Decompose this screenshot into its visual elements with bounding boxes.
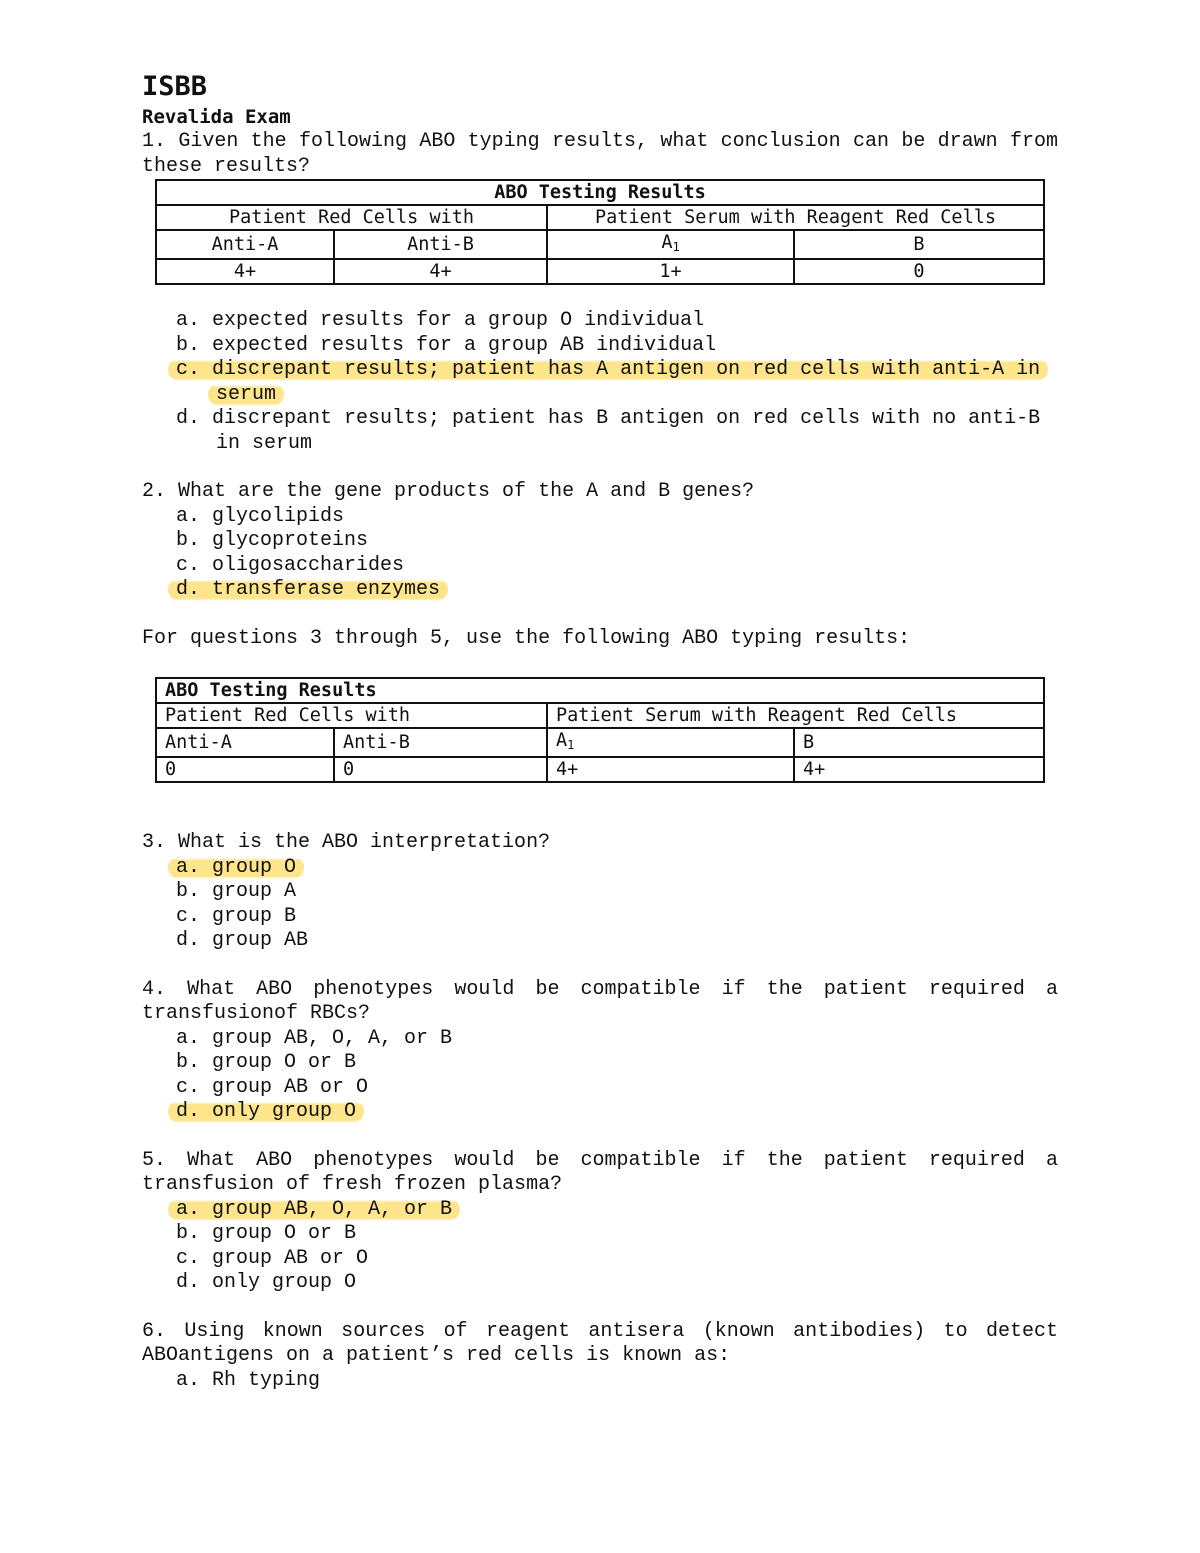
question-3-options <box>142 856 1058 954</box>
question-4-options <box>142 1027 1058 1125</box>
option-4a: a. group AB, O, A, or B <box>176 1026 453 1050</box>
table-cell: 4+ <box>334 259 547 284</box>
option-2d-highlighted: d. transferase enzymes <box>142 578 1058 603</box>
option-6a: a. Rh typing <box>176 1368 321 1392</box>
table-title: ABO Testing Results <box>156 678 1044 703</box>
col-a1: A1 <box>547 728 794 757</box>
question-2-options <box>142 505 1058 603</box>
col-anti-b: Anti-B <box>334 230 547 259</box>
table-cell: 0 <box>334 757 547 782</box>
option-3a-highlighted: a. group O <box>142 856 1058 881</box>
option-4d-highlighted: d. only group O <box>142 1100 1058 1125</box>
option-2b: b. glycoproteins <box>176 529 369 552</box>
question-1-options <box>142 309 1058 456</box>
option-4c: c. group AB or O <box>176 1075 369 1099</box>
question-2: 2. What are the gene products of the A and B genes? <box>142 480 755 503</box>
option-5d: d. only group O <box>176 1271 357 1294</box>
question-4: 4. What ABO phenotypes would be compatible if the patient required a transfusionof RBCs? <box>142 977 1058 1025</box>
table-cell: 4+ <box>156 259 334 284</box>
exam-page <box>142 70 1058 1393</box>
table-cell: 1+ <box>547 259 794 284</box>
option-1d: d. discrepant results; patient has B antigen on red cells with no anti-B in serum <box>176 407 1041 455</box>
option-1b: b. expected results for a group AB individual <box>176 333 717 357</box>
option-3d: d. group AB <box>176 929 309 952</box>
option-3c: c. group B <box>176 904 297 928</box>
col-anti-a: Anti-A <box>156 230 334 259</box>
page-subtitle: Revalida Exam <box>142 106 291 128</box>
option-1a: a. expected results for a group O individual <box>176 309 705 332</box>
question-1: 1. Given the following ABO typing results, what conclusion can be drawn from these results? <box>142 130 1058 178</box>
col-anti-a: Anti-A <box>156 728 334 757</box>
option-5b: b. group O or B <box>176 1222 357 1245</box>
question-5-options <box>142 1198 1058 1296</box>
option-4b: b. group O or B <box>176 1051 357 1074</box>
page-title: ISBB <box>142 71 208 102</box>
abo-results-table-2 <box>155 677 1045 783</box>
option-2c: c. oligosaccharides <box>176 553 405 577</box>
abo-results-table-1 <box>155 179 1045 285</box>
table-title: ABO Testing Results <box>156 180 1044 205</box>
option-5a-highlighted: a. group AB, O, A, or B <box>142 1198 1058 1223</box>
question-6-options <box>142 1369 1058 1394</box>
table-group-header-serum: Patient Serum with Reagent Red Cells <box>547 703 1044 728</box>
option-1c-highlighted: c. discrepant results; patient has A antigen on red cells with anti-A in serum <box>142 358 1058 407</box>
option-2a: a. glycolipids <box>176 504 345 528</box>
table-group-header-cells: Patient Red Cells with <box>156 205 547 230</box>
col-a1: A1 <box>547 230 794 259</box>
question-5: 5. What ABO phenotypes would be compatible if the patient required a transfusion of fresh frozen plasma? <box>142 1148 1058 1196</box>
questions-3-5-intro: For questions 3 through 5, use the following ABO typing results: <box>142 626 911 650</box>
table-group-header-cells: Patient Red Cells with <box>156 703 547 728</box>
table-cell: 4+ <box>794 757 1044 782</box>
option-3b: b. group A <box>176 880 297 903</box>
question-3: 3. What is the ABO interpretation? <box>142 831 551 854</box>
question-6: 6. Using known sources of reagent antisera (known antibodies) to detect ABOantigens on a patient’s red cells is known as: <box>142 1319 1058 1367</box>
col-anti-b: Anti-B <box>334 728 547 757</box>
option-5c: c. group AB or O <box>176 1246 369 1270</box>
table-cell: 0 <box>156 757 334 782</box>
col-b: B <box>794 230 1044 259</box>
table-group-header-serum: Patient Serum with Reagent Red Cells <box>547 205 1044 230</box>
table-cell: 4+ <box>547 757 794 782</box>
table-cell: 0 <box>794 259 1044 284</box>
col-b: B <box>794 728 1044 757</box>
